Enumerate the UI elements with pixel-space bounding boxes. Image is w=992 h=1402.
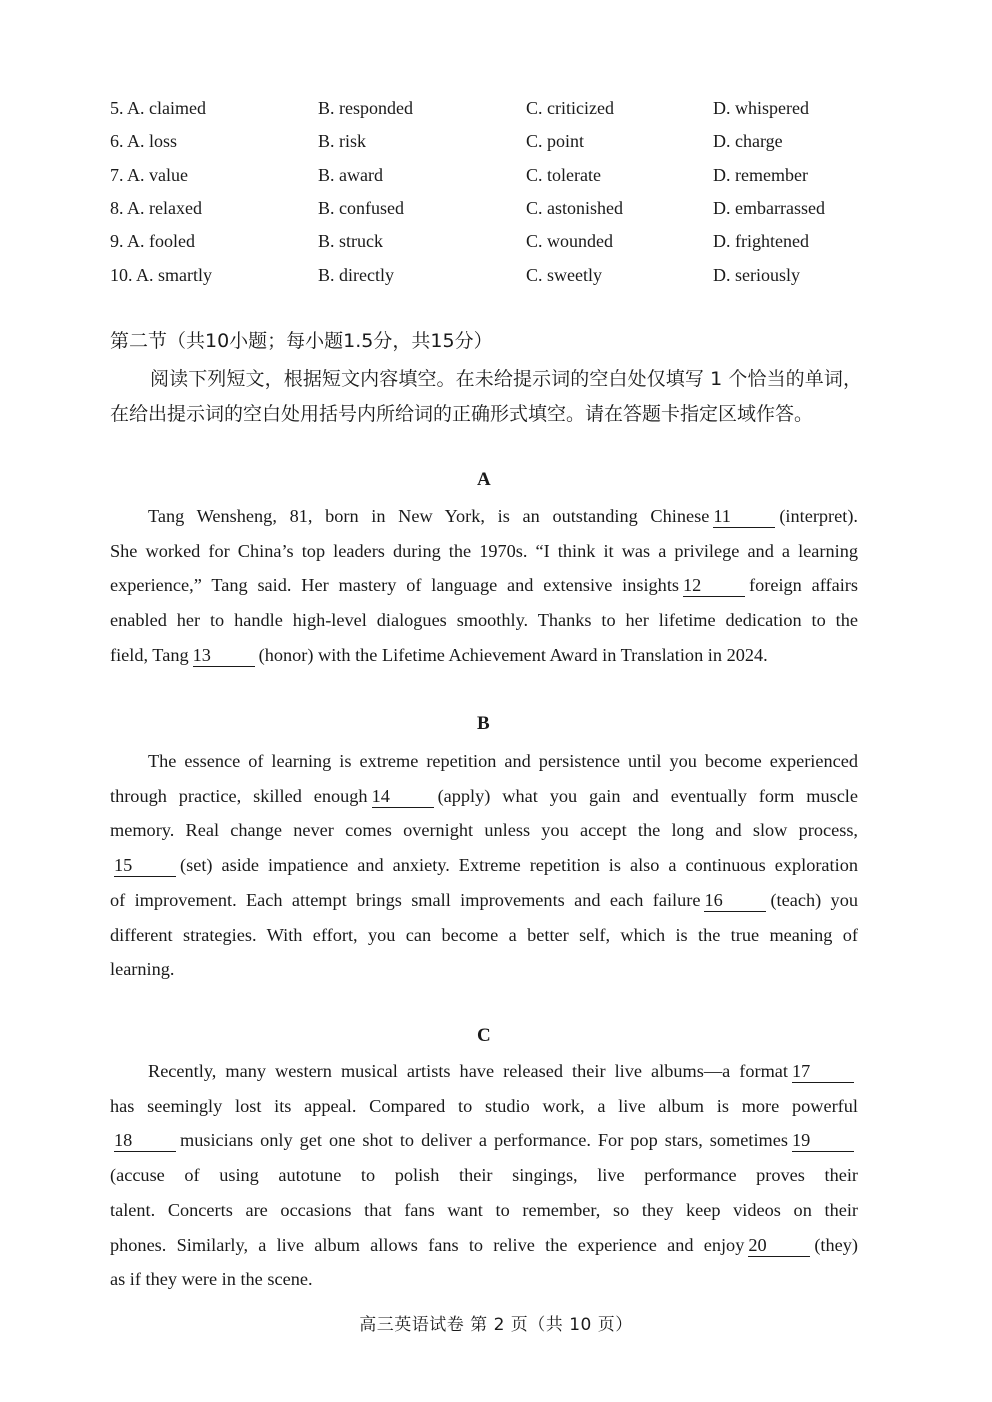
passage-line bbox=[110, 883, 858, 918]
passage-a bbox=[110, 499, 858, 673]
options-grid bbox=[110, 92, 870, 292]
text: (set) aside impatience and anxiety. Extreme repetition is also a continuous exploration bbox=[180, 855, 858, 876]
passage-line: talent. Concerts are occasions that fans want to remember, so they keep videos on their bbox=[110, 1199, 858, 1220]
passage-line: different strategies. With effort, you can become a better self, which is the true meaning of bbox=[110, 924, 858, 945]
option-a[interactable]: 10. A. smartly bbox=[110, 264, 212, 285]
option-c[interactable]: C. sweetly bbox=[526, 264, 602, 285]
passage-line bbox=[110, 1054, 858, 1089]
option-d[interactable]: D. embarrassed bbox=[713, 198, 825, 219]
option-c[interactable]: C. criticized bbox=[526, 98, 614, 119]
passage-line: enabled her to handle high-level dialogues smoothly. Thanks to her lifetime dedication to the bbox=[110, 610, 858, 631]
option-a[interactable]: 6. A. loss bbox=[110, 131, 178, 152]
passage-line: learning. bbox=[110, 959, 175, 980]
option-a[interactable]: 7. A. value bbox=[110, 164, 188, 185]
option-d[interactable]: D. charge bbox=[713, 131, 783, 152]
passage-line bbox=[110, 638, 858, 673]
text: (teach) you bbox=[770, 889, 858, 910]
option-a[interactable]: 9. A. fooled bbox=[110, 231, 195, 252]
option-b[interactable]: B. directly bbox=[318, 264, 394, 285]
option-row bbox=[110, 92, 870, 125]
passage-line: memory. Real change never comes overnight unless you accept the long and slow process, bbox=[110, 820, 858, 841]
option-row bbox=[110, 159, 870, 192]
text: phones. Similarly, a live album allows fans to relive the experience and enjoy bbox=[110, 1234, 745, 1255]
passage-line bbox=[110, 568, 858, 603]
text: (interpret). bbox=[779, 506, 858, 526]
option-row bbox=[110, 258, 870, 291]
blank-17[interactable]: 17 bbox=[792, 1060, 854, 1083]
option-row bbox=[110, 192, 870, 225]
blank-13[interactable]: 13 bbox=[193, 644, 255, 667]
option-row bbox=[110, 125, 870, 158]
blank-11[interactable]: 11 bbox=[713, 505, 775, 528]
option-a[interactable]: 8. A. relaxed bbox=[110, 198, 202, 219]
passage-b-title: B bbox=[477, 713, 490, 734]
option-b[interactable]: B. risk bbox=[318, 131, 367, 152]
option-d[interactable]: D. seriously bbox=[713, 264, 800, 285]
section-instructions: 阅读下列短文，根据短文内容填空。在未给提示词的空白处仅填写 1 个恰当的单词，在给出提示词的空白处用括号内所给词的正确形式填空。请在答题卡指定区域作答。 bbox=[110, 368, 862, 425]
passage-line: as if they were in the scene. bbox=[110, 1269, 313, 1290]
passage-line: The essence of learning is extreme repetition and persistence until you become experienced bbox=[148, 751, 858, 771]
passage-c-title: C bbox=[477, 1025, 491, 1046]
text: (apply) what you gain and eventually form muscle bbox=[437, 785, 859, 806]
blank-19[interactable]: 19 bbox=[792, 1129, 854, 1152]
passage-b bbox=[110, 744, 858, 987]
text: of improvement. Each attempt brings small improvements and each failure bbox=[110, 889, 701, 910]
blank-12[interactable]: 12 bbox=[683, 574, 745, 597]
passage-line bbox=[110, 1123, 858, 1158]
passage-line: (accuse of using autotune to polish their singings, live performance proves their bbox=[110, 1165, 858, 1186]
text: foreign affairs bbox=[749, 575, 858, 596]
text: Recently, many western musical artists have released their live albums—a format bbox=[148, 1061, 788, 1081]
blank-14[interactable]: 14 bbox=[372, 785, 434, 808]
passage-line bbox=[110, 779, 858, 814]
text: through practice, skilled enough bbox=[110, 785, 368, 806]
passage-line: has seemingly lost its appeal. Compared to studio work, a live album is more powerful bbox=[110, 1095, 858, 1116]
passage-line: She worked for China’s top leaders during the 1970s. “I think it was a privilege and a learning bbox=[110, 540, 858, 561]
option-d[interactable]: D. whispered bbox=[713, 98, 809, 119]
text: field, Tang bbox=[110, 644, 189, 665]
option-d[interactable]: D. frightened bbox=[713, 231, 809, 252]
blank-16[interactable]: 16 bbox=[704, 889, 766, 912]
section-heading: 第二节（共10小题；每小题1.5分，共15分） bbox=[110, 330, 493, 352]
option-c[interactable]: C. tolerate bbox=[526, 164, 601, 185]
text: Tang Wensheng, 81, born in New York, is an outstanding Chinese bbox=[148, 506, 710, 526]
option-b[interactable]: B. struck bbox=[318, 231, 383, 252]
option-b[interactable]: B. award bbox=[318, 164, 383, 185]
blank-18[interactable]: 18 bbox=[114, 1129, 176, 1152]
passage-line bbox=[110, 1228, 858, 1263]
page-footer: 高三英语试卷 第 2 页（共 10 页） bbox=[359, 1315, 633, 1335]
blank-15[interactable]: 15 bbox=[114, 854, 176, 877]
option-c[interactable]: C. point bbox=[526, 131, 585, 152]
option-b[interactable]: B. confused bbox=[318, 198, 404, 219]
option-c[interactable]: C. wounded bbox=[526, 231, 613, 252]
passage-c bbox=[110, 1054, 858, 1297]
passage-a-title: A bbox=[477, 469, 491, 490]
passage-line bbox=[110, 499, 858, 534]
passage-line bbox=[110, 848, 858, 883]
option-b[interactable]: B. responded bbox=[318, 98, 413, 119]
option-c[interactable]: C. astonished bbox=[526, 198, 623, 219]
option-d[interactable]: D. remember bbox=[713, 164, 808, 185]
option-row bbox=[110, 225, 870, 258]
blank-20[interactable]: 20 bbox=[748, 1234, 810, 1257]
text: musicians only get one shot to deliver a performance. For pop stars, sometimes bbox=[180, 1130, 788, 1151]
text: (honor) with the Lifetime Achievement Award in Translation in 2024. bbox=[258, 644, 768, 665]
text: experience,” Tang said. Her mastery of language and extensive insights bbox=[110, 575, 680, 596]
text: (they) bbox=[814, 1234, 858, 1255]
option-a[interactable]: 5. A. claimed bbox=[110, 98, 206, 119]
